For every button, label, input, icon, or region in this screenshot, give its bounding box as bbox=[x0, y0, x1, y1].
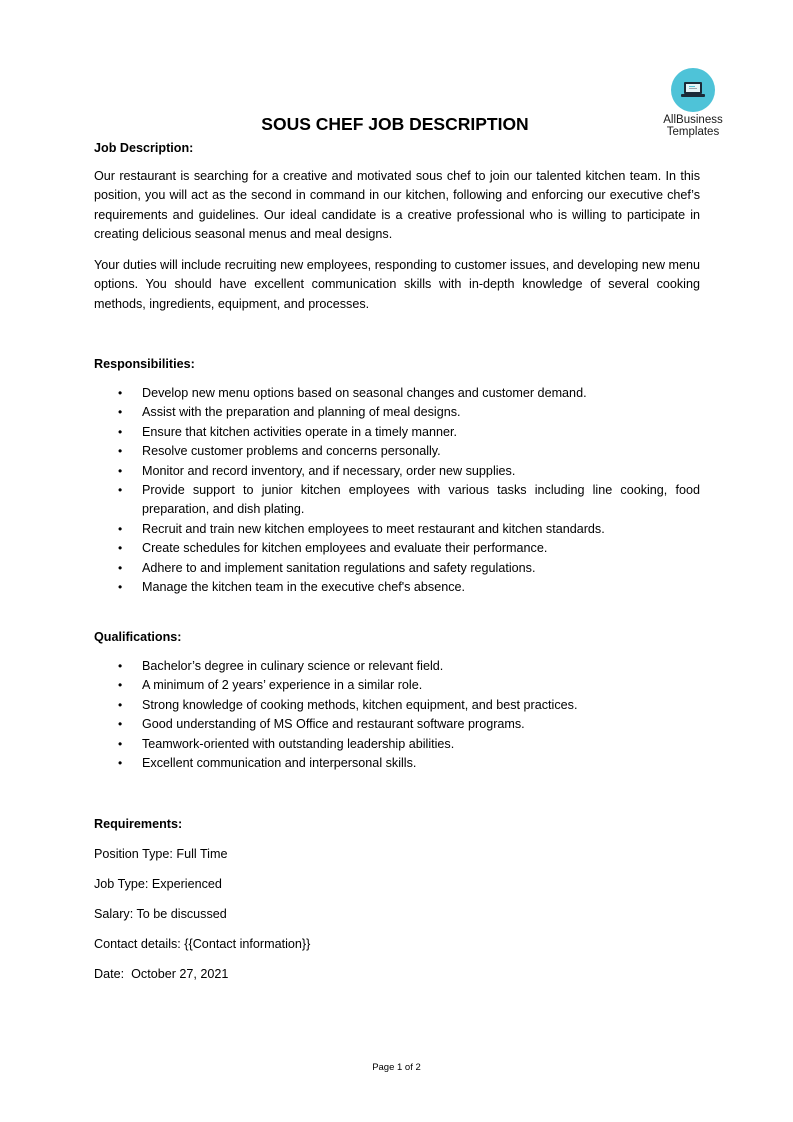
logo-line-1: AllBusiness bbox=[663, 114, 723, 126]
list-item-text: Monitor and record inventory, and if necessary, order new supplies. bbox=[142, 463, 516, 478]
list-item bbox=[94, 403, 700, 422]
bullet-icon: • bbox=[118, 697, 123, 712]
position-type: Position Type: Full Time bbox=[94, 847, 228, 861]
list-item bbox=[94, 676, 700, 695]
page-number: Page 1 of 2 bbox=[372, 1062, 421, 1073]
list-item bbox=[94, 462, 700, 481]
list-item bbox=[94, 715, 700, 734]
bullet-icon: • bbox=[118, 756, 123, 771]
list-item bbox=[94, 539, 700, 558]
bullet-icon: • bbox=[118, 444, 123, 459]
list-item-text: Teamwork-oriented with outstanding leadership abilities. bbox=[142, 736, 455, 751]
list-item bbox=[94, 657, 700, 676]
document-date: Date: October 27, 2021 bbox=[94, 967, 229, 981]
list-item-text: Assist with the preparation and planning of meal designs. bbox=[142, 405, 461, 420]
list-item bbox=[94, 442, 700, 461]
list-item-text: Manage the kitchen team in the executive chef's absence. bbox=[142, 580, 466, 595]
bullet-icon: • bbox=[118, 580, 123, 595]
contact-details: Contact details: {{Contact information}} bbox=[94, 937, 311, 951]
qualifications-heading: Qualifications: bbox=[94, 630, 182, 644]
responsibilities-heading: Responsibilities: bbox=[94, 357, 195, 371]
list-item bbox=[94, 481, 700, 520]
bullet-icon: • bbox=[118, 736, 123, 751]
logo-line-2: Templates bbox=[666, 126, 720, 138]
list-item-text: Ensure that kitchen activities operate in a timely manner. bbox=[142, 424, 458, 439]
list-item bbox=[94, 520, 700, 539]
job-description-heading: Job Description: bbox=[94, 141, 194, 155]
bullet-icon: • bbox=[118, 424, 123, 439]
list-item bbox=[94, 735, 700, 754]
bullet-icon: • bbox=[118, 521, 123, 536]
bullet-icon: • bbox=[118, 678, 123, 693]
bullet-icon: • bbox=[118, 717, 123, 732]
requirements-heading: Requirements: bbox=[94, 817, 183, 831]
bullet-icon: • bbox=[118, 659, 123, 673]
list-item bbox=[94, 696, 700, 715]
list-item bbox=[94, 423, 700, 442]
bullet-icon: • bbox=[118, 386, 123, 400]
list-item-text: Create schedules for kitchen employees and evaluate their performance. bbox=[142, 541, 548, 556]
list-item bbox=[94, 384, 700, 403]
responsibilities-list bbox=[94, 384, 700, 597]
list-item bbox=[94, 754, 700, 773]
list-item-text: Good understanding of MS Office and restaurant software programs. bbox=[142, 717, 525, 732]
list-item-text: Recruit and train new kitchen employees to meet restaurant and kitchen standards. bbox=[142, 521, 605, 536]
list-item-text: Adhere to and implement sanitation regulations and safety regulations. bbox=[142, 560, 536, 575]
list-item-text: Bachelor’s degree in culinary science or relevant field. bbox=[142, 659, 444, 673]
list-item-text: Provide support to junior kitchen employees with various tasks including line cooking, food preparation, and dish plating. bbox=[142, 483, 700, 517]
bullet-icon: • bbox=[118, 560, 123, 575]
bullet-icon: • bbox=[118, 463, 123, 478]
list-item bbox=[94, 578, 700, 597]
list-item-text: Excellent communication and interpersonal skills. bbox=[142, 756, 417, 771]
job-description-paragraph-1: Our restaurant is searching for a creative and motivated sous chef to join our talented kitchen team. In this position, you will act as the second in command in our kitchen, following and enforcing our executive chef’s requirements and guidelines. Our ideal candidate is a creative professional who is willing to participate in creating delicious seasonal menus and meal designs. bbox=[94, 169, 700, 242]
document-title: SOUS CHEF JOB DESCRIPTION bbox=[261, 114, 529, 134]
qualifications-list bbox=[94, 657, 700, 773]
job-type: Job Type: Experienced bbox=[94, 877, 222, 891]
salary: Salary: To be discussed bbox=[94, 907, 227, 921]
list-item bbox=[94, 559, 700, 578]
bullet-icon: • bbox=[118, 483, 123, 498]
job-description-paragraph-2: Your duties will include recruiting new employees, responding to customer issues, and developing new menu options. You should have excellent communication skills with in-depth knowledge of several cooking methods, ingredients, equipment, and processes. bbox=[94, 258, 700, 311]
laptop-icon bbox=[671, 68, 715, 112]
list-item-text: A minimum of 2 years’ experience in a similar role. bbox=[142, 678, 423, 693]
bullet-icon: • bbox=[118, 541, 123, 556]
list-item-text: Develop new menu options based on seasonal changes and customer demand. bbox=[142, 386, 587, 400]
bullet-icon: • bbox=[118, 405, 123, 420]
list-item-text: Strong knowledge of cooking methods, kitchen equipment, and best practices. bbox=[142, 697, 578, 712]
list-item-text: Resolve customer problems and concerns personally. bbox=[142, 444, 441, 459]
